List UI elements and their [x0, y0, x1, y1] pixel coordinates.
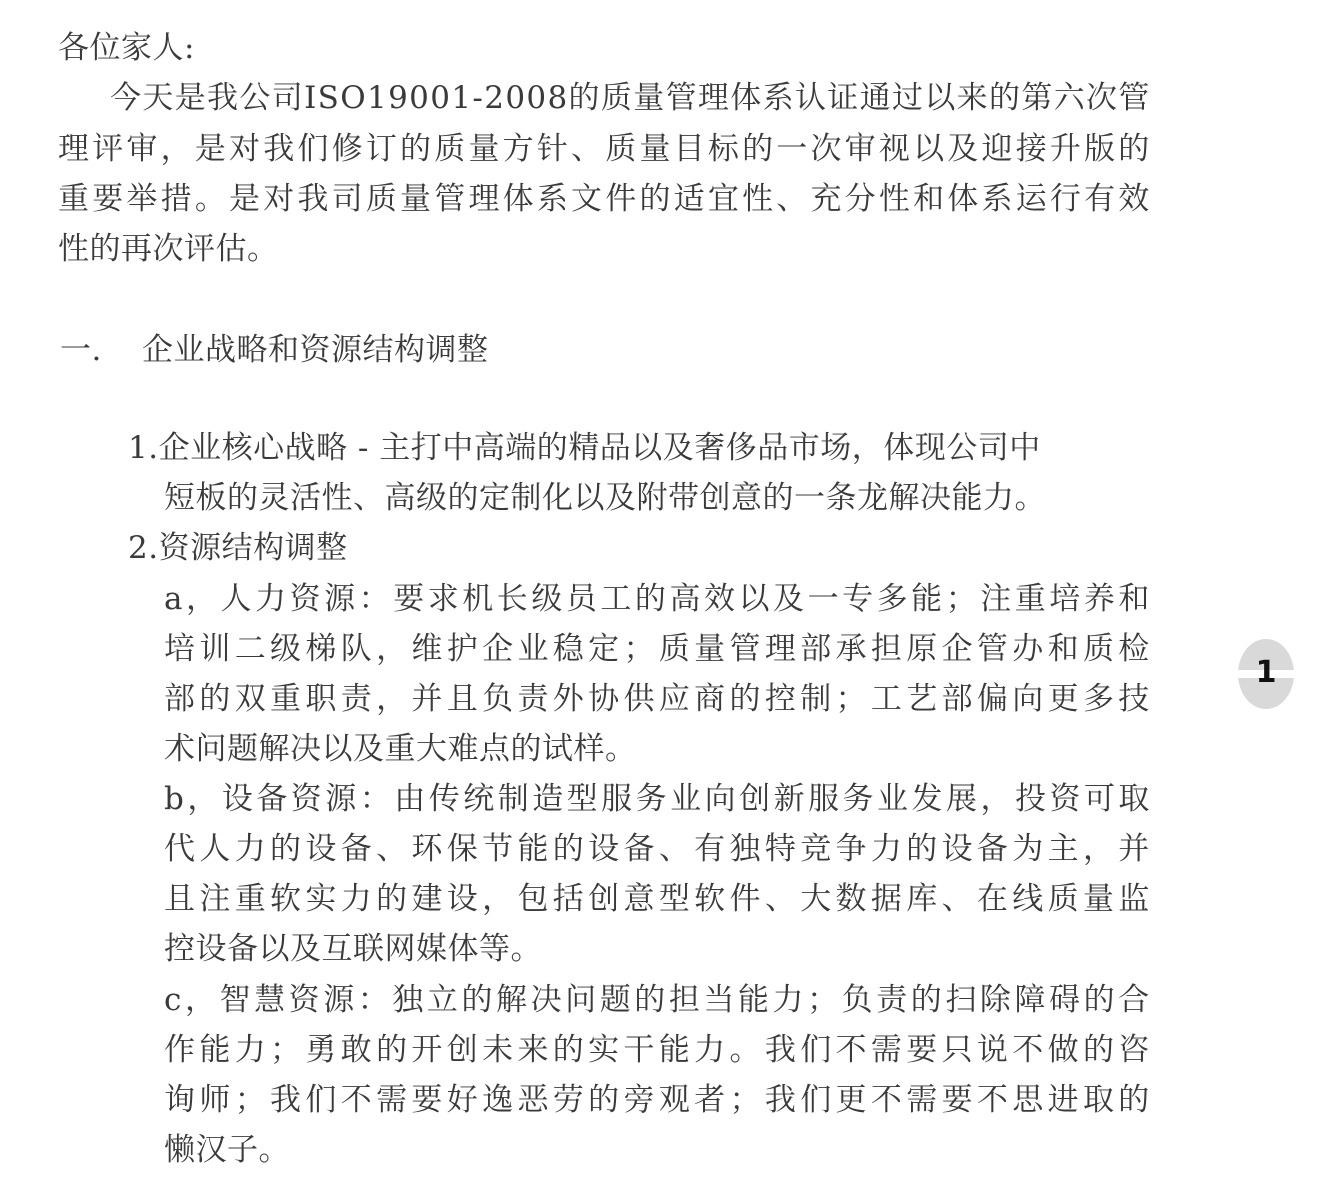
sub-a-line-3: 部 的 双 重 职 责 ， 并 且 负 责 外 协 供 应 商 的 控 制 ； 工 艺 部 偏 向 更 多 技	[164, 681, 1150, 717]
sub-c-line-1: c ， 智 慧 资 源 ： 独 立 的 解 决 问 题 的 担 当 能 力 ； 负 责 的 扫 除 障 碍 的 合	[164, 982, 1150, 1018]
item-1-line-1: 1.企业核心战略 - 主打中高端的精品以及奢侈品市场，体现公司中	[128, 430, 1041, 466]
sub-a-line-2: 培 训 二 级 梯 队 ， 维 护 企 业 稳 定 ； 质 量 管 理 部 承 担 原 企 管 办 和 质 检	[164, 631, 1150, 667]
intro-line-2: 理 评 审 ， 是 对 我 们 修 订 的 质 量 方 针 、 质 量 目 标 的 一 次 审 视 以 及 迎 接 升 版 的	[58, 131, 1150, 167]
item-2-line-1: 2.资源结构调整	[128, 530, 348, 566]
salutation: 各位家人:	[58, 30, 195, 66]
sub-b-line-4: 控设备以及互联网媒体等。	[164, 931, 542, 967]
sub-c-line-3: 询 师 ； 我 们 不 需 要 好 逸 恶 劳 的 旁 观 者 ； 我 们 更 不 需 要 不 思 进 取 的	[164, 1082, 1150, 1118]
item-1-line-2: 短板的灵活性、高级的定制化以及附带创意的一条龙解决能力。	[164, 480, 1046, 516]
sub-a-line-1: a ， 人 力 资 源 ： 要 求 机 长 级 员 工 的 高 效 以 及 一 专 多 能 ； 注 重 培 养 和	[164, 581, 1150, 617]
sub-a-line-4: 术问题解决以及重大难点的试样。	[164, 731, 637, 767]
sub-c-line-4: 懒汉子。	[164, 1132, 290, 1168]
sub-b-line-3: 且 注 重 软 实 力 的 建 设 ， 包 括 创 意 型 软 件 、 大 数 据 库 、 在 线 质 量 监	[164, 881, 1150, 917]
sub-b-line-2: 代 人 力 的 设 备 、 环 保 节 能 的 设 备 、 有 独 特 竞 争 力 的 设 备 为 主 ， 并	[164, 831, 1150, 867]
section-title: 企业战略和资源结构调整	[142, 332, 489, 368]
intro-line-1: 今 天 是 我 公 司 I S O 1 9 0 0 1 - 2 0 0 8 的 质 量 管 理 体 系 认 证 通 过 以 来 的 第 六 次 管	[110, 80, 1150, 116]
page-number: 1	[1255, 655, 1277, 690]
intro-line-4: 性的再次评估。	[58, 231, 279, 267]
sub-c-line-2: 作 能 力 ； 勇 敢 的 开 创 未 来 的 实 干 能 力 。 我 们 不 需 要 只 说 不 做 的 咨	[164, 1032, 1150, 1068]
intro-line-3: 重 要 举 措 。 是 对 我 司 质 量 管 理 体 系 文 件 的 适 宜 性 、 充 分 性 和 体 系 运 行 有 效	[58, 181, 1150, 217]
sub-b-line-1: b ， 设 备 资 源 ： 由 传 统 制 造 型 服 务 业 向 创 新 服 务 业 发 展 ， 投 资 可 取	[164, 781, 1150, 817]
page-number-tab	[1238, 639, 1294, 709]
section-number: 一.	[60, 332, 102, 368]
